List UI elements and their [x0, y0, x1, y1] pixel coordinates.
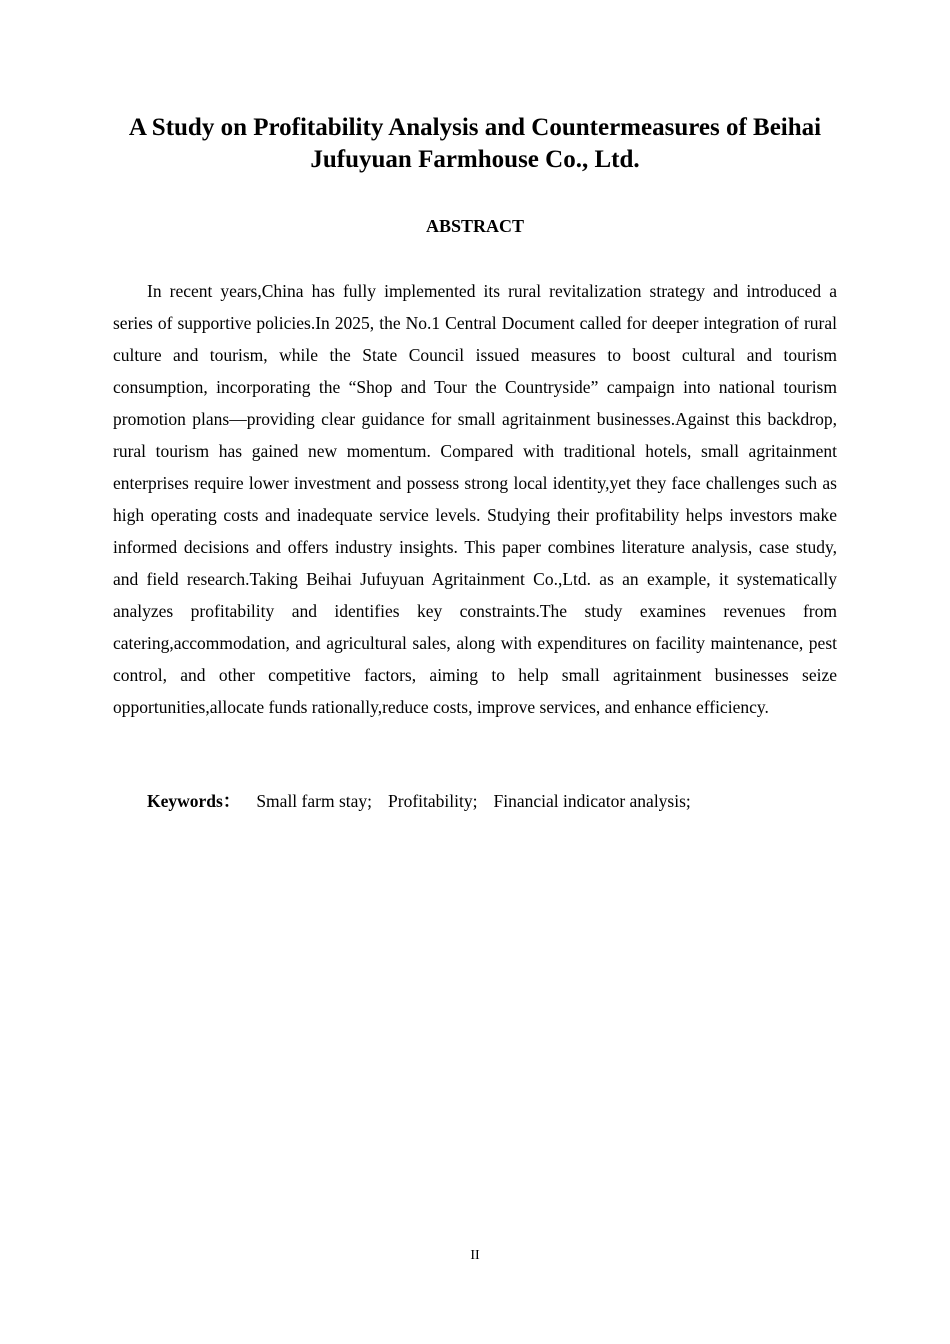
paper-title: A Study on Profitability Analysis and Countermeasures of Beihai Jufuyuan Farmhouse Co., Ltd.: [128, 114, 822, 173]
page-number: II: [470, 1248, 480, 1263]
keyword-item: Small farm stay;: [256, 791, 373, 811]
keyword-item: Financial indicator analysis;: [493, 791, 691, 811]
keywords-line: [147, 787, 837, 815]
abstract-paragraph: In recent years,China has fully implemented its rural revitalization strategy and introduced a series of supportive policies.In 2025, the No.1 Central Document called for deeper integration of rural culture and tourism, while the State Council issued measures to boost cultural and tourism consumption, incorporating the “Shop and Tour the Countryside” campaign into national tourism promotion plans—providing clear guidance for small agritainment businesses.Against this backdrop, rural tourism has gained new momentum. Compared with traditional hotels, small agritainment enterprises require lower investment and possess strong local identity,yet they face challenges such as high operating costs and inadequate service levels. Studying their profitability helps investors make informed decisions and offers industry insights. This paper combines literature analysis, case study, and field research.Taking Beihai Jufuyuan Agritainment Co.,Ltd. as an example, it systematically analyzes profitability and identifies key constraints.The study examines revenues from catering,accommodation, and agricultural sales, along with expenditures on facility maintenance, pest control, and other competitive factors, aiming to help small agritainment businesses seize opportunities,allocate funds rationally,reduce costs, improve services, and enhance efficiency.: [113, 281, 837, 717]
abstract-heading: ABSTRACT: [425, 216, 525, 236]
keywords-label: Keywords：: [147, 791, 241, 811]
keyword-item: Profitability;: [388, 791, 478, 811]
